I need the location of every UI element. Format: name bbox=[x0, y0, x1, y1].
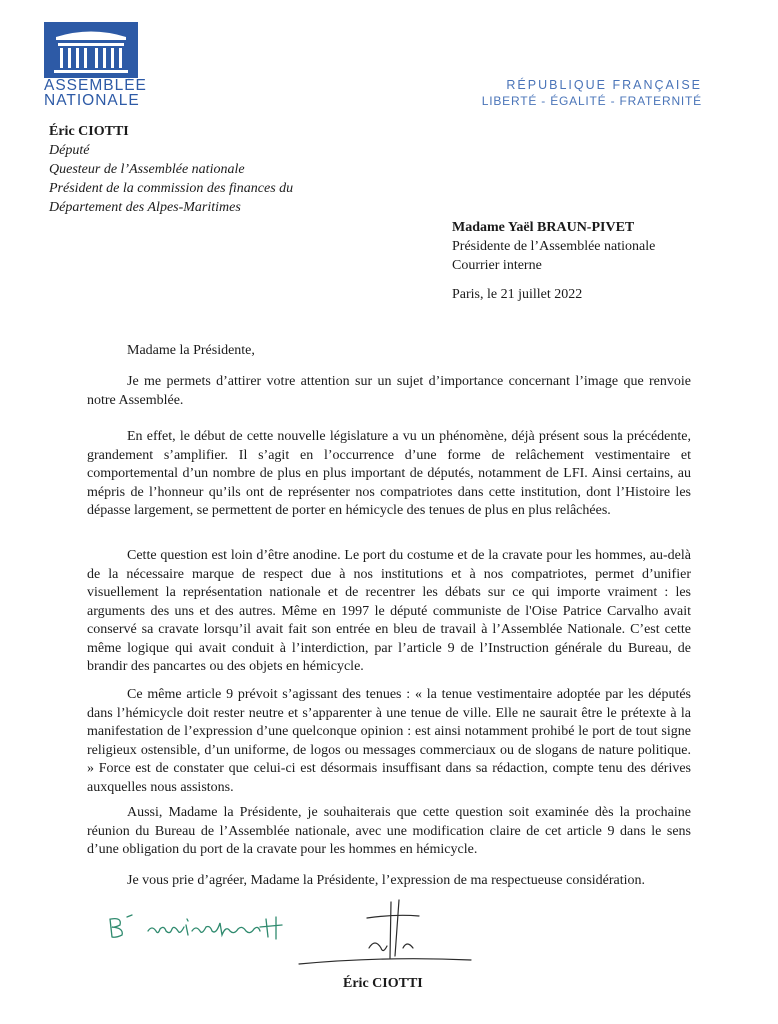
handwritten-note bbox=[100, 905, 300, 945]
recipient-name: Madame Yaël BRAUN-PIVET bbox=[452, 220, 635, 235]
body-paragraph-5: Aussi, Madame la Présidente, je souhaiterais que cette question soit examinée dès la prochaine réunion du Bureau de l’Assemblée nationale, avec une modification claire de cet article 9 dans le sens d’une obligation du port de la cravate pour les hommes en hémicycle. bbox=[87, 805, 691, 857]
sender-title-2: Questeur de l’Assemblée nationale bbox=[49, 162, 245, 177]
recipient-note: Courrier interne bbox=[452, 258, 542, 273]
body-paragraph-3: Cette question est loin d’être anodine. Le port du costume et de la cravate pour les hommes, au-delà de la nécessaire marque de respect due à nos institutions et à nos compatriotes, permet d’unifier visuellement la représentation nationale et de recentrer les débats sur ce qui importe vraiment : les arguments des uns et des autres. Même en 1997 le député communiste de l'Oise Patrice Carvalho avait conservé sa cravate lorsqu’il avait fait son entrée en bleu de travail à l’Assemblée Nationale. C’est cette même logique qui avait conduit à l’interdiction, par l’article 9 de l’Instruction générale du Bureau, de brandir des pancartes ou des objets en hémicycle. bbox=[87, 548, 691, 674]
salutation: Madame la Présidente, bbox=[127, 343, 255, 358]
body-paragraph-1: Je me permets d’attirer votre attention sur un sujet d’importance concernant l’image que renvoie notre Assemblée. bbox=[87, 374, 691, 408]
recipient-block bbox=[452, 218, 655, 275]
letter-date: Paris, le 21 juillet 2022 bbox=[452, 287, 583, 302]
hemicycle-emblem-icon bbox=[44, 22, 138, 78]
body-paragraph-2: En effet, le début de cette nouvelle législature a vu un phénomène, déjà présent sous la précédente, grandement s’amplifier. Il s’agit en l’occurrence d’une forme de relâchement vestimentaire et comportemental d’un nombre de plus en plus important de députés, notamment de LFI. Ainsi certains, au mépris de l’honneur qu’ils ont de représenter nos compatriotes dans cette institution, dont l’Histoire les dépasse largement, se permettent de porter en hémicycle des tenues de plus en plus relâchées. bbox=[87, 429, 691, 518]
handwritten-signature bbox=[295, 896, 475, 976]
republic-motto: LIBERTÉ - ÉGALITÉ - FRATERNITÉ bbox=[481, 94, 702, 108]
signer-name: Éric CIOTTI bbox=[343, 976, 423, 991]
logo-text-line2: NATIONALE bbox=[44, 92, 140, 109]
closing-formula: Je vous prie d’agréer, Madame la Présidente, l’expression de ma respectueuse considération. bbox=[127, 873, 646, 888]
body-paragraph-4: Ce même article 9 prévoit s’agissant des tenues : « la tenue vestimentaire adoptée par les députés dans l’hémicycle doit rester neutre et s’apparenter à une tenue de ville. Elle ne saurait être le prétexte à la manifestation de l’expression d’une quelconque opinion : est ainsi notamment prohibé le port de tout signe religieux ostensible, d’un uniforme, de logos ou messages commerciaux ou de slogans de nature politique. » Force est de constater que celui-ci est désormais insuffisant dans sa rédaction, compte tenu des dérives auxquelles nous assistons. bbox=[87, 687, 691, 795]
sender-title-4: Département des Alpes-Maritimes bbox=[49, 200, 241, 215]
recipient-title: Présidente de l’Assemblée nationale bbox=[452, 239, 656, 254]
logo-text-line1: ASSEMBLÉE bbox=[44, 77, 147, 94]
sender-title-1: Député bbox=[49, 143, 90, 158]
sender-name: Éric CIOTTI bbox=[49, 124, 129, 139]
assemblee-nationale-logo bbox=[44, 22, 147, 109]
sender-title-3: Président de la commission des finances du bbox=[49, 181, 294, 196]
republic-header bbox=[482, 77, 702, 109]
republic-title: RÉPUBLIQUE FRANÇAISE bbox=[506, 78, 702, 92]
sender-block bbox=[49, 122, 293, 217]
